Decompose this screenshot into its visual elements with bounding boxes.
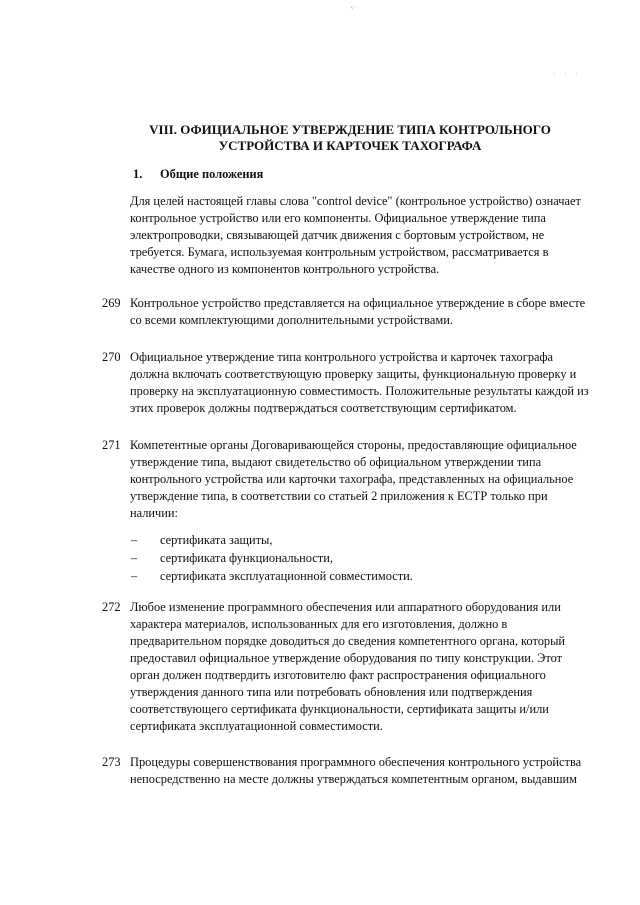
list-item-text: сертификата эксплуатационной совместимости.	[160, 569, 413, 583]
intro-paragraph: Для целей настоящей главы слова "control device" (контрольное устройство) означает контрольное устройство или его компоненты. Официальное утверждение типа электропроводки, связывающей датчик движения с бортовым устройством, не требуется. Бумага, используемая контрольным устройством, рассматривается в качестве одного из компонентов контрольного устройства.	[130, 194, 581, 276]
paragraph-text: Процедуры совершенствования программного обеспечения контрольного устройства непосредственно на месте должны утверждаться компетентным органом, выдавшим	[130, 755, 582, 786]
list-item-text: сертификата функциональности,	[160, 551, 333, 565]
bullet-dash: –	[131, 569, 138, 583]
bullet-list	[0, 532, 640, 586]
subsection-number: 1.	[133, 167, 143, 181]
paragraph-text: Контрольное устройство представляется на официальное утверждение в сборе вместе со всеми комплектующими дополнительными устройствами.	[130, 296, 586, 327]
list-item	[0, 568, 640, 586]
paragraph-text: Официальное утверждение типа контрольного устройства и карточек тахографа должна включать соответствующую проверку защиты, функциональную проверку и проверку на эксплуатационную совместимость. Положительные результаты каждой из этих проверок должны подтверждаться соответствующим сертификатом.	[130, 350, 589, 415]
section-heading: VIII. ОФИЦИАЛЬНОЕ УТВЕРЖДЕНИЕ ТИПА КОНТРОЛЬНОГО УСТРОЙСТВА И КАРТОЧЕК ТАХОГРАФА	[149, 122, 551, 153]
paragraph-number: 270	[102, 350, 121, 364]
paragraph-number: 269	[102, 296, 121, 310]
paragraph-text: Любое изменение программного обеспечения или аппаратного оборудования или характера материалов, использованных для его изготовления, должно в предварительном порядке доводиться до сведения компетентного органа, который предоставил официальное утверждение оборудования по типу конструкции. Этот орган должен подтвердить изготовителю факт распространения официального утверждения данного типа или потребовать обновления или подтверждения соответствующего сертификата функциональности, сертификата защиты и/или сертификата эксплуатационной совместимости.	[130, 600, 566, 733]
list-item	[0, 550, 640, 568]
bullet-dash: –	[131, 551, 138, 565]
scan-mark: · · ·	[553, 70, 581, 79]
paragraph-number: 271	[102, 438, 121, 452]
paragraph-number: 273	[102, 755, 121, 769]
bullet-dash: –	[131, 533, 138, 547]
scan-mark: ‹·	[350, 3, 357, 13]
subsection-title: Общие положения	[160, 167, 264, 181]
paragraph-number: 272	[102, 600, 121, 614]
list-item-text: сертификата защиты,	[160, 533, 273, 547]
list-item	[0, 532, 640, 550]
paragraph-text: Компетентные органы Договаривающейся стороны, предоставляющие официальное утверждение типа, выдают свидетельство об официальном утверждении типа контрольного устройства или карточки тахографа, представленных на официальное утверждение типа, в соответствии со статьей 2 приложения к ЕСТР только при наличии:	[130, 438, 577, 520]
